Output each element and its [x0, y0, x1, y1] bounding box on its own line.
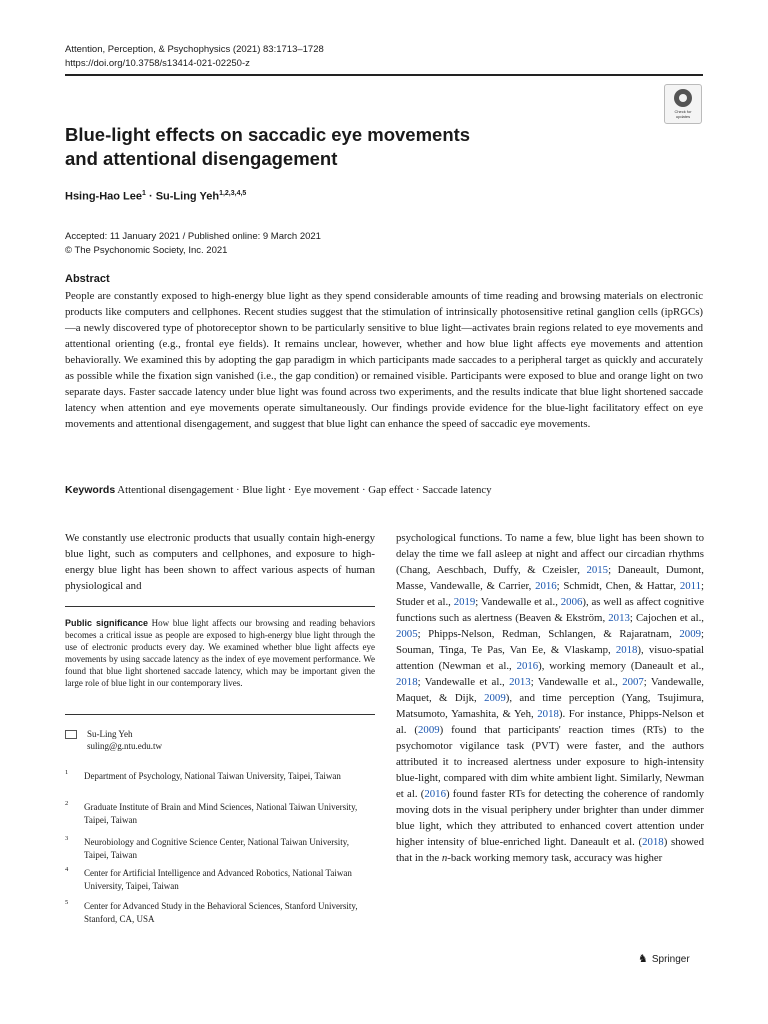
citation-link[interactable]: 2016	[516, 660, 539, 672]
citation-link[interactable]: 2009	[679, 628, 701, 640]
badge-line2: updates	[675, 114, 691, 119]
citation-link[interactable]: 2009	[484, 692, 506, 704]
author-2-affil: 1,2,3,4,5	[219, 190, 247, 197]
text-run: ; Vandewalle, Maquet, & Dijk,	[396, 676, 704, 704]
affiliation-number: 4	[65, 866, 69, 873]
intro-left-column: We constantly use electronic products that usually contain high-energy blue light, such as computers and cellphones, and exposure to high-energy blue light has been shown to affect various aspects of human physiological and	[65, 532, 375, 592]
significance-bottom-rule	[65, 714, 375, 715]
author-separator: ·	[145, 190, 156, 203]
affiliation-number: 1	[65, 769, 69, 776]
citation-link[interactable]: 2007	[622, 676, 644, 688]
check-for-updates-badge[interactable]	[664, 84, 702, 124]
author-1-affil: 1	[142, 190, 146, 197]
correspondence-email[interactable]: suling@g.ntu.edu.tw	[87, 741, 163, 751]
citation-link[interactable]: 2018	[615, 644, 638, 656]
text-run: ) showed that in the	[396, 836, 704, 864]
text-run: ) found that participants' reaction times (RTs) to the psychomotor vigilance task (PVT) were faster, and the authors attributed it to increased alertness under exposure to high-intensity blue-light, compared with dim white ambient light. Similarly, Newman et al. (	[396, 724, 704, 800]
intro-right-column	[396, 530, 704, 866]
public-significance-label: Public significance	[65, 618, 148, 628]
affiliation-text: Neurobiology and Cognitive Science Center, National Taiwan University, Taipei, Taiwan	[84, 837, 349, 860]
affiliation-1	[65, 770, 375, 783]
text-run: ). For instance, Phipps-Nelson et al. (	[396, 708, 704, 736]
text-run: ), working memory (Daneault et al.,	[538, 660, 704, 672]
keywords-list: Attentional disengagement · Blue light · Eye movement · Gap effect · Saccade latency	[117, 484, 492, 496]
text-run: ; Cajochen et al.,	[629, 612, 704, 624]
affiliation-2	[65, 801, 375, 826]
envelope-icon	[65, 730, 77, 739]
citation-link[interactable]: 2018	[396, 676, 418, 688]
text-run: ; Vandewalle et al.,	[417, 676, 510, 688]
significance-top-rule	[65, 606, 375, 607]
affiliation-number: 5	[65, 899, 69, 906]
text-run: ; Vandewalle et al.,	[530, 676, 623, 688]
public-significance-text: How blue light affects our browsing and reading behaviors becomes a critical issue as people are exposed to high-energy blue light through the use of electronic products every day. We examined whether blue light affects eye movements by using saccade latency as the index of eye movement performance. We found that blue light shortened saccade latency, which may be important given the large role of blue light in our contemporary lives.	[65, 618, 376, 688]
check-updates-icon	[674, 89, 692, 107]
text-run: psychological functions. To name a few, blue light has been shown to delay the time we fall asleep at night and affect our circadian rhythms (Chang, Aeschbach, Duffy, & Czeisler,	[396, 532, 704, 576]
affiliation-text: Center for Advanced Study in the Behavioral Sciences, Stanford University, Stanford, CA, USA	[84, 901, 358, 924]
citation-link[interactable]: 2016	[424, 788, 446, 800]
author-list	[65, 190, 246, 203]
text-run: ; Phipps-Nelson, Redman, Schlangen, & Rajaratnam,	[417, 628, 680, 640]
text-run: ), and time perception (Yang, Tsujimura, Matsumoto, Yamashita, & Yeh,	[396, 692, 704, 720]
citation-link[interactable]: 2019	[453, 596, 476, 608]
badge-line1: Check for	[674, 109, 692, 114]
text-run: ; Daneault, Dumont, Masse, Vandewalle, & Carrier,	[396, 564, 704, 592]
affiliation-text: Graduate Institute of Brain and Mind Sciences, National Taiwan University, Taipei, Taiwan	[84, 802, 358, 825]
citation-link[interactable]: 2013	[608, 612, 630, 624]
correspondence	[65, 728, 162, 752]
citation-link[interactable]: 2018	[537, 708, 559, 720]
journal-header	[65, 43, 324, 71]
text-run: ; Schmidt, Chen, & Hattar,	[556, 580, 680, 592]
text-run: ; Studer et al.,	[396, 580, 705, 608]
correspondence-name: Su-Ling Yeh	[87, 729, 133, 739]
abstract-heading: Abstract	[65, 273, 110, 285]
doi-link[interactable]: https://doi.org/10.3758/s13414-021-02250-z	[65, 58, 250, 69]
affiliation-number: 2	[65, 800, 69, 807]
text-run: ), visuo-spatial attention (Newman et al.,	[396, 644, 704, 672]
publisher-footer	[638, 952, 690, 965]
springer-logo-icon: ♞	[638, 953, 648, 965]
keywords-label: Keywords	[65, 484, 116, 496]
citation-link[interactable]: 2005	[396, 628, 418, 640]
public-significance-box	[65, 617, 375, 689]
citation-link[interactable]: 2009	[418, 724, 440, 736]
italic-term: n	[441, 852, 448, 864]
title-line-1: Blue-light effects on saccadic eye movements	[65, 124, 471, 145]
citation-link[interactable]: 2013	[509, 676, 531, 688]
author-2[interactable]: Su-Ling Yeh	[155, 190, 220, 203]
title-line-2: and attentional disengagement	[65, 148, 338, 169]
affiliation-text: Department of Psychology, National Taiwan University, Taipei, Taiwan	[84, 771, 341, 781]
citation-link[interactable]: 2015	[586, 564, 609, 576]
article-title	[65, 123, 625, 171]
citation-link[interactable]: 2006	[560, 596, 583, 608]
journal-citation: Attention, Perception, & Psychophysics (2021) 83:1713–1728	[65, 44, 324, 55]
abstract-text: People are constantly exposed to high-energy blue light as they spend considerable amounts of time reading and browsing materials on electronic products like computers and cellphones. Recent studies suggest that the stimulation of intrinsically photosensitive retinal ganglion cells (ipRGCs)—a newly discovered type of photoreceptor shown to be particularly sensitive to blue light—activates brain regions related to eye movements and attentional orienting (e.g., frontal eye fields). It remains unclear, however, whether and how blue light affects eye movements and attention behaviorally. We examined this by adopting the gap paradigm in which participants made saccades to a peripheral target as quickly and accurately as possible while the fixation sign vanished (i.e., the gap condition) or remained visible. Participants were exposed to blue and orange light on two separate days. Faster saccade latency under blue light was found across two experiments, and the results indicate that blue light shortened saccade latency when attention and eye movements operate simultaneously. Our findings provide evidence for the blue-light facilitatory effect on eye movements and attentional disengagement, and suggest that blue light can enhance the speed of saccadic eye movements.	[65, 290, 703, 430]
citation-link[interactable]: 2016	[535, 580, 557, 592]
publication-dates	[65, 230, 321, 258]
header-rule	[65, 74, 703, 76]
copyright-line: © The Psychonomic Society, Inc. 2021	[65, 245, 228, 256]
author-1[interactable]: Hsing-Hao Lee	[65, 190, 143, 203]
affiliation-5	[65, 900, 375, 925]
text-run: ; Vandewalle et al.,	[475, 596, 561, 608]
accepted-date: Accepted: 11 January 2021 / Published online: 9 March 2021	[65, 231, 321, 242]
affiliation-number: 3	[65, 835, 69, 842]
citation-link[interactable]: 2018	[642, 836, 664, 848]
keywords	[65, 484, 703, 496]
citation-link[interactable]: 2011	[679, 580, 702, 592]
text-run: -back working memory task, accuracy was higher	[447, 852, 663, 864]
affiliation-4	[65, 867, 375, 892]
text-run: ), as well as affect cognitive functions such as alertness (Beaven & Ekström,	[396, 596, 704, 624]
text-run: ) found faster RTs for detecting the coherence of randomly moving dots in the visual periphery under brighter than under dimmer blue light, which they attributed to enhanced covert attention under higher intensity of blue-enriched light. Daneault et al. (	[396, 788, 704, 848]
affiliation-3	[65, 836, 375, 861]
text-run: ; Souman, Tinga, Te Pas, Van Ee, & Vlaskamp,	[396, 628, 704, 656]
affiliation-text: Center for Artificial Intelligence and Advanced Robotics, National Taiwan University, Taipei, Taiwan	[84, 868, 352, 891]
publisher-name: Springer	[651, 954, 690, 965]
